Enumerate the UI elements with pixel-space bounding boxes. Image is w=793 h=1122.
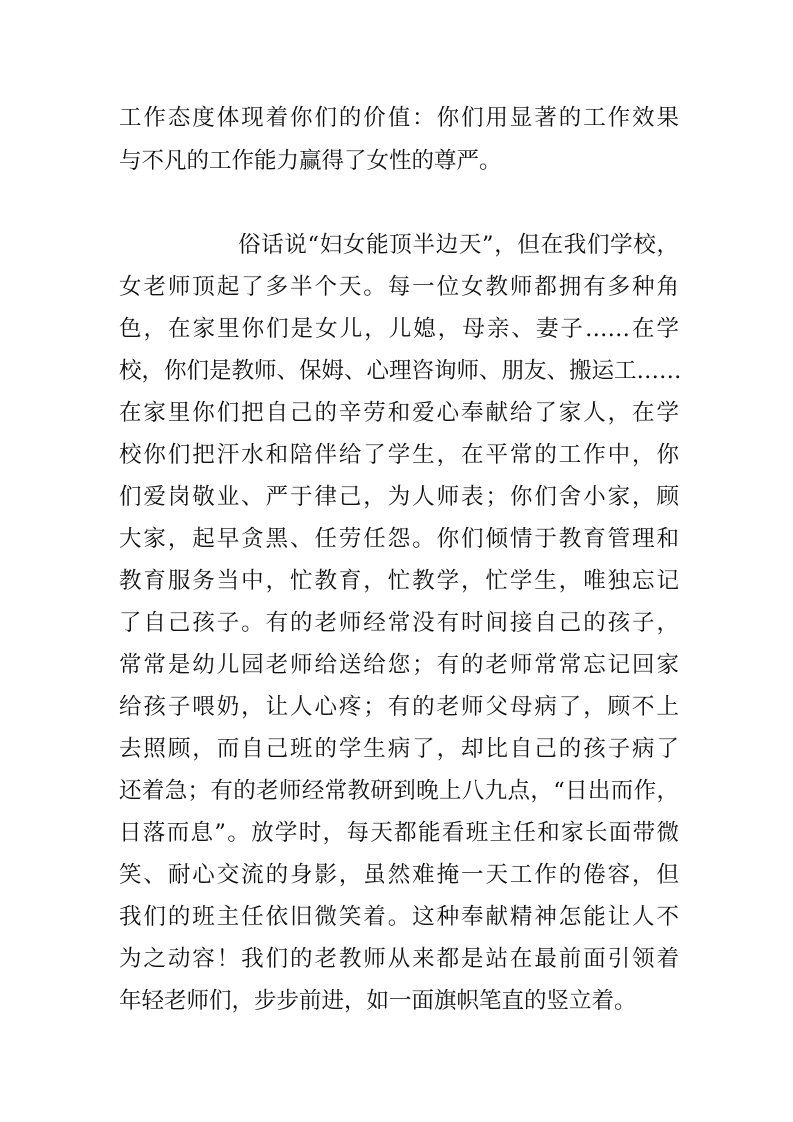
paragraph-2-line-12: 给孩子喂奶，让人心疼；有的老师父母病了，顾不上 [119, 694, 679, 720]
paragraph-2-line-18: 为之动容！我们的老教师从来都是站在最前面引领着 [119, 946, 679, 972]
paragraph-2-line-1: 俗话说“妇女能顶半边天”，但在我们学校， [238, 232, 679, 258]
paragraph-2-line-8: 大家，起早贪黑、任劳任怨。你们倾情于教育管理和 [119, 526, 679, 552]
paragraph-2-line-4: 校，你们是教师、保姆、心理咨询师、朋友、搬运工…… [119, 358, 682, 384]
paragraph-2-line-3: 色，在家里你们是女儿，儿媳，母亲、妻子……在学 [119, 316, 679, 342]
paragraph-2-line-6: 校你们把汗水和陪伴给了学生，在平常的工作中，你 [119, 442, 679, 468]
paragraph-2-line-17: 我们的班主任依旧微笑着。这种奉献精神怎能让人不 [119, 904, 679, 930]
paragraph-1-line-1: 工作态度体现着你们的价值：你们用显著的工作效果 [119, 105, 679, 131]
paragraph-2-line-16: 笑、耐心交流的身影，虽然难掩一天工作的倦容，但 [119, 862, 679, 888]
paragraph-2-line-2: 女老师顶起了多半个天。每一位女教师都拥有多种角 [119, 274, 679, 300]
paragraph-1-line-2: 与不凡的工作能力赢得了女性的尊严。 [119, 148, 502, 174]
paragraph-2-line-11: 常常是幼儿园老师给送给您；有的老师常常忘记回家 [119, 652, 679, 678]
paragraph-2-line-10: 了自己孩子。有的老师经常没有时间接自己的孩子， [119, 610, 679, 636]
paragraph-2-line-5: 在家里你们把自己的辛劳和爱心奉献给了家人，在学 [119, 400, 679, 426]
paragraph-2-line-9: 教育服务当中，忙教育，忙教学，忙学生，唯独忘记 [119, 568, 679, 594]
paragraph-2-line-19: 年轻老师们，步步前进，如一面旗帜笔直的竖立着。 [119, 988, 637, 1014]
paragraph-2-line-7: 们爱岗敬业、严于律己，为人师表；你们舍小家，顾 [119, 484, 679, 510]
paragraph-2-line-15: 日落而息”。放学时，每天都能看班主任和家长面带微 [119, 820, 679, 846]
paragraph-2-line-14: 还着急；有的老师经常教研到晚上八九点，“日出而作， [119, 778, 679, 804]
paragraph-2-line-13: 去照顾，而自己班的学生病了，却比自己的孩子病了 [119, 736, 679, 762]
